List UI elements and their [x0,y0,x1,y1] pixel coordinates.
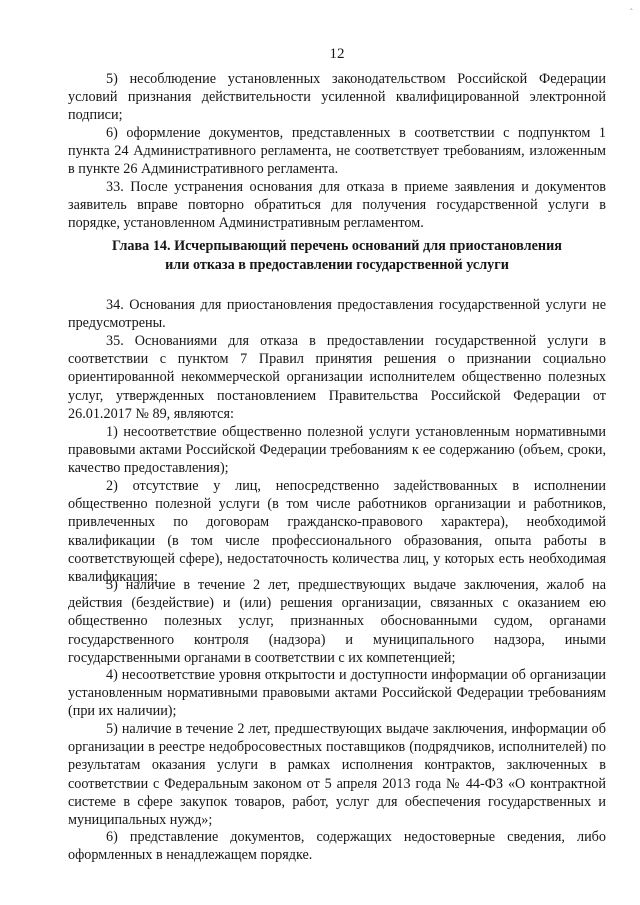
page-number: 12 [329,46,345,62]
paragraph-35-item-2: 2) отсутствие у лиц, непосредственно задействованных в исполнении общественно полезной услуги (в том числе работников организации и работников, привлеченных по договорам гражданско-правового характера), необходимой квалификации (в том числе профессионального образования, опыта работы в соответствующей сфере), недостаточность количества лиц, у которых есть необходимая квалификация; [68,478,606,586]
paragraph-33: 33. После устранения основания для отказа в приеме заявления и документов заявитель вправе повторно обратиться для получения государственной услуги в порядке, установленном Административным регламентом. [68,179,606,232]
document-page [68,0,606,905]
chapter-heading [68,237,606,275]
paragraph-35: 35. Основаниями для отказа в предоставлении государственной услуги в соответствии с пунктом 7 Правил принятия решения о признании социально ориентированной некоммерческой организации исполнителем общественно полезных услуг, утвержденных постановлением Правительства Российской Федерации от 26.01.2017 № 89, являются: [68,333,606,422]
paragraph-35-item-4: 4) несоответствие уровня открытости и доступности информации об организации установленным нормативными правовыми актами Российской Федерации требованиям (при их наличии); [68,667,606,720]
chapter-heading-line-2: или отказа в предоставлении государственной услуги [165,257,509,273]
paragraph-35-item-6: 6) представление документов, содержащих недостоверные сведения, либо оформленных в ненадлежащем порядке. [68,829,606,864]
scan-mark: ‸ [630,1,633,10]
paragraph-35-item-1: 1) несоответствие общественно полезной услуги установленным нормативными правовыми актами Российской Федерации требованиям к ее содержанию (объем, сроки, качество предоставления); [68,424,606,477]
paragraph-34: 34. Основания для приостановления предоставления государственной услуги не предусмотрены. [68,297,606,332]
paragraph-35-item-5: 5) наличие в течение 2 лет, предшествующих выдаче заключения, информации об организации в реестре недобросовестных поставщиков (подрядчиков, исполнителей) по результатам оказания услуги в рамках исполнения контрактов, заключенных в соответствии с Федеральным законом от 5 апреля 2013 года № 44-ФЗ «О контрактной системе в сфере закупок товаров, работ, услуг для обеспечения государственных и муниципальных нужд»; [68,721,606,829]
paragraph-item-5-signature: 5) несоблюдение установленных законодательством Российской Федерации условий признания действительности усиленной квалифицированной электронной подписи; [68,71,606,124]
chapter-heading-line-1: Глава 14. Исчерпывающий перечень оснований для приостановления [112,238,562,254]
paragraph-35-item-3: 3) наличие в течение 2 лет, предшествующих выдаче заключения, жалоб на действия (бездействие) и (или) решения организации, связанных с оказанием ею общественно полезных услуг, признанных обоснованными судом, органами государственного контроля (надзора) и муниципального надзора, иными государственными органами в соответствии с их компетенцией; [68,577,606,666]
paragraph-item-6-documents: 6) оформление документов, представленных в соответствии с подпунктом 1 пункта 24 Административного регламента, не соответствует требованиям, изложенным в пункте 26 Административного регламента. [68,125,606,178]
